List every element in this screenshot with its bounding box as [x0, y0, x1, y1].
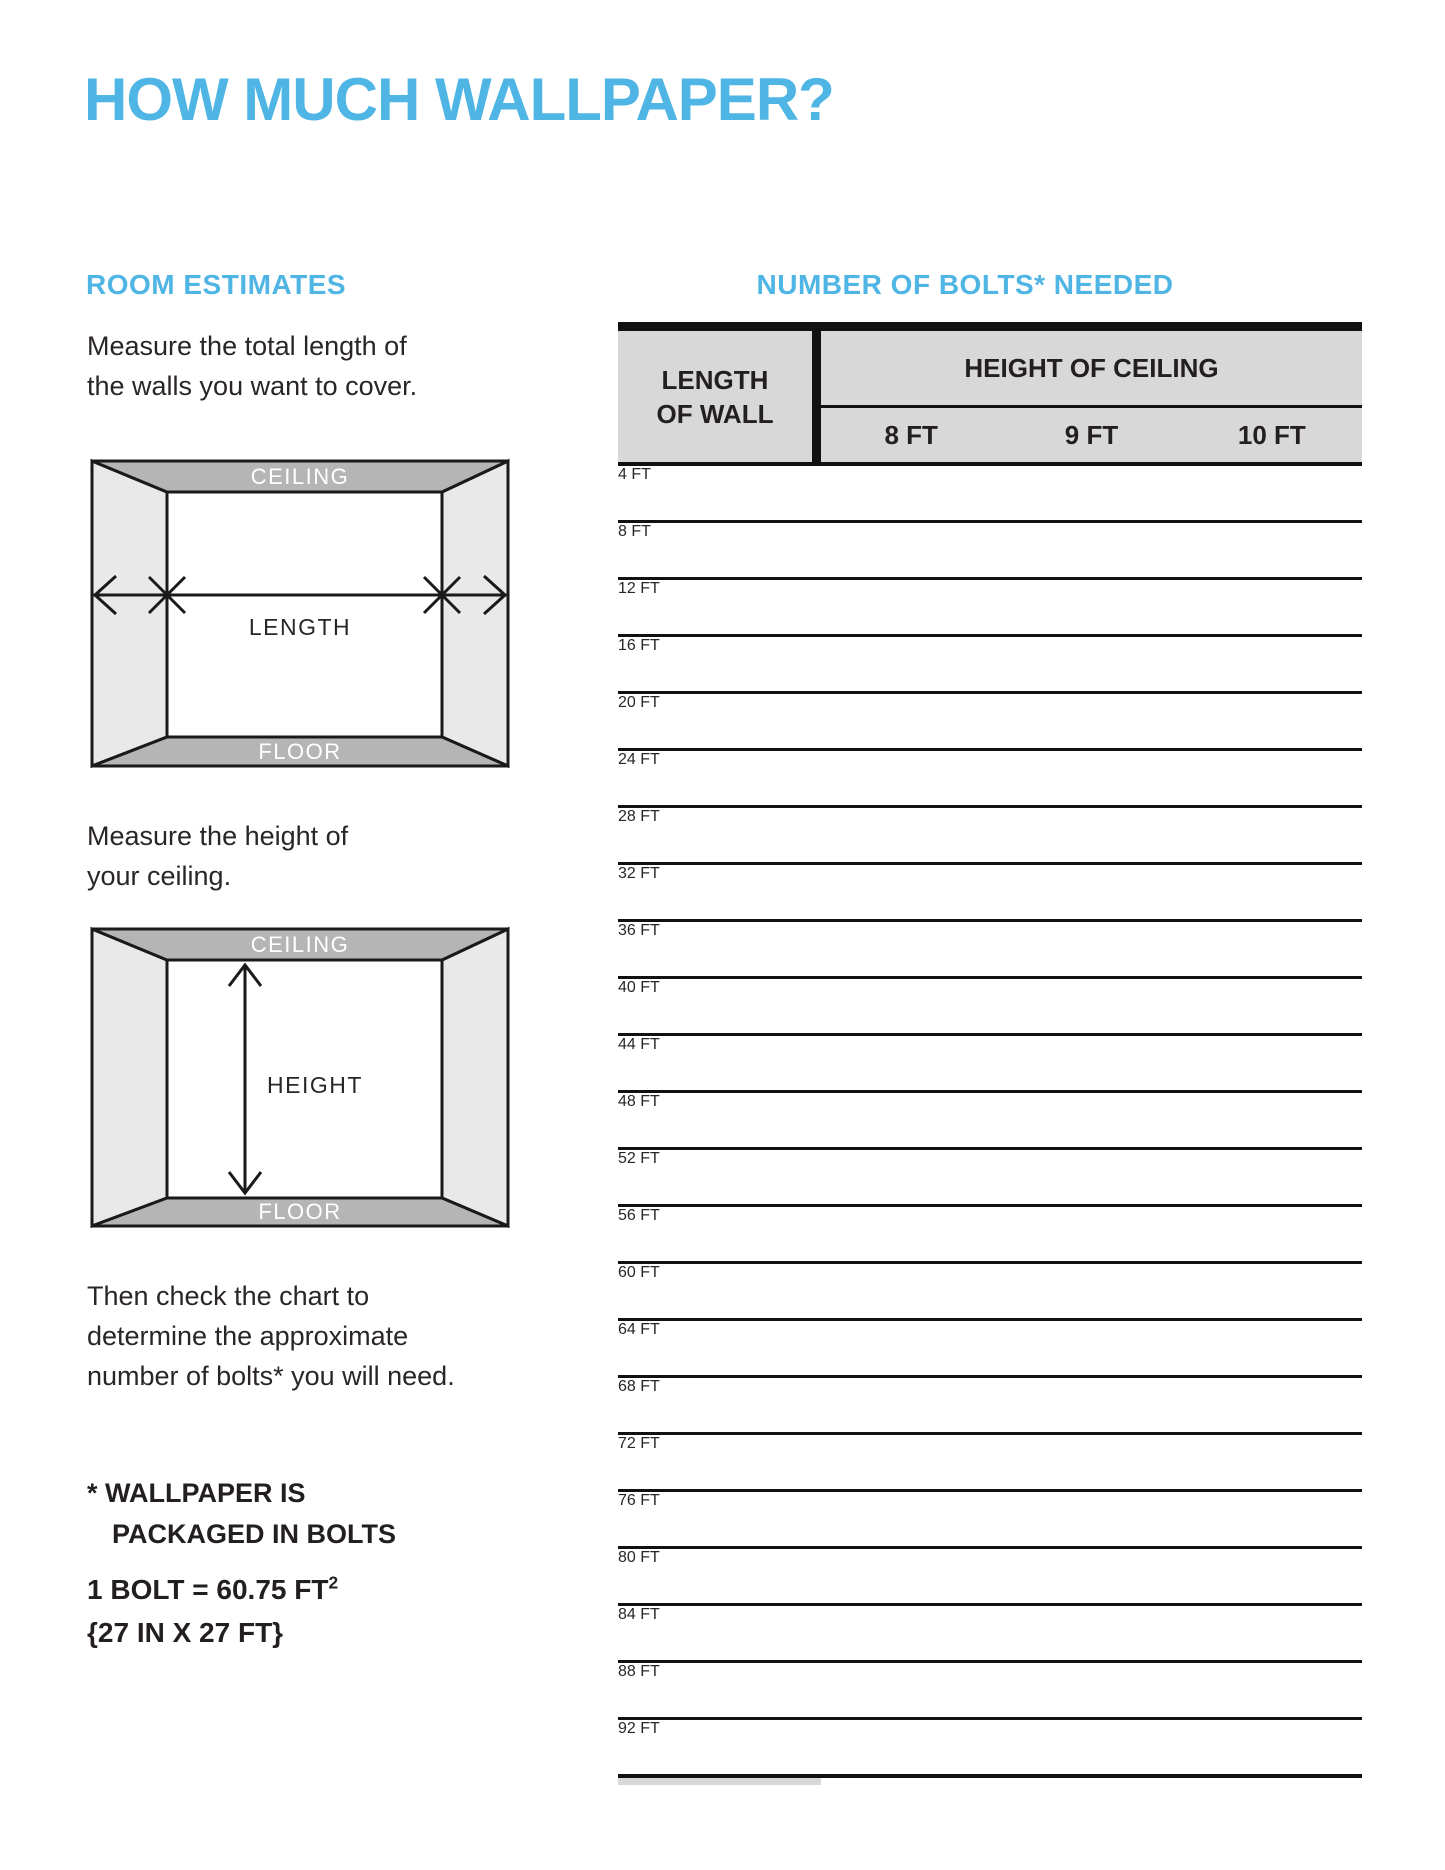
- table-row: 40 FT: [618, 976, 1362, 1033]
- right-wall-shape: [442, 929, 508, 1226]
- bolt-dimensions: {27 IN X 27 FT}: [87, 1617, 284, 1648]
- table-row: 52 FT: [618, 1147, 1362, 1204]
- instruction-check-chart: [87, 1276, 455, 1396]
- footnote-packaged: PACKAGED IN BOLTS: [112, 1519, 397, 1549]
- page-title: HOW MUCH WALLPAPER?: [84, 66, 834, 133]
- floor-label: FLOOR: [258, 1199, 342, 1224]
- bolts-needed-heading: NUMBER OF BOLTS* NEEDED: [756, 269, 1174, 300]
- table-row: 32 FT: [618, 862, 1362, 919]
- column-headers-row: [821, 408, 1362, 462]
- table-row: 20 FT: [618, 691, 1362, 748]
- ceiling-height-diagram: [86, 923, 514, 1232]
- room-estimates-heading: ROOM ESTIMATES: [86, 269, 347, 300]
- instruction-line: Measure the total length of: [87, 331, 407, 361]
- table-row: 16 FT: [618, 634, 1362, 691]
- squared-superscript: 2: [328, 1572, 339, 1593]
- column-header-8ft: 8 FT: [884, 419, 938, 450]
- bolt-equation: 1 BOLT = 60.75 FT: [87, 1574, 329, 1605]
- column-header-10ft: 10 FT: [1237, 419, 1306, 450]
- table-row: 72 FT: [618, 1432, 1362, 1489]
- table-row: 64 FT: [618, 1318, 1362, 1375]
- header-line: LENGTH: [661, 364, 769, 395]
- right-wall-shape: [442, 461, 508, 766]
- table-row: 8 FT: [618, 520, 1362, 577]
- bolt-size-info: [87, 1574, 338, 1606]
- table-row: 56 FT: [618, 1204, 1362, 1261]
- floor-label: FLOOR: [258, 739, 342, 764]
- ceiling-header-group: [821, 331, 1362, 462]
- left-column-stub: [618, 1778, 821, 1785]
- table-body: [618, 462, 1362, 1778]
- instruction-line: Then check the chart to: [87, 1281, 370, 1311]
- instruction-measure-length: [87, 326, 417, 406]
- table-row: 12 FT: [618, 577, 1362, 634]
- table-row: 48 FT: [618, 1090, 1362, 1147]
- table-header: [618, 331, 1362, 462]
- instruction-line: Measure the height of: [87, 821, 349, 851]
- table-row: 80 FT: [618, 1546, 1362, 1603]
- ceiling-label: CEILING: [250, 932, 350, 957]
- instruction-line: the walls you want to cover.: [87, 371, 418, 401]
- footnote-wallpaper: * WALLPAPER IS: [87, 1478, 306, 1508]
- instruction-line: your ceiling.: [87, 861, 232, 891]
- instruction-line: number of bolts* you will need.: [87, 1361, 455, 1391]
- table-row: 60 FT: [618, 1261, 1362, 1318]
- height-of-ceiling-header: HEIGHT OF CEILING: [821, 331, 1362, 408]
- table-row: 84 FT: [618, 1603, 1362, 1660]
- left-wall-shape: [92, 929, 167, 1226]
- table-row: 24 FT: [618, 748, 1362, 805]
- table-row: 36 FT: [618, 919, 1362, 976]
- table-top-bar: [618, 322, 1362, 331]
- instruction-measure-height: [87, 816, 348, 896]
- height-label: HEIGHT: [267, 1072, 363, 1098]
- bolts-table: [618, 322, 1362, 1785]
- table-row: 4 FT: [618, 466, 651, 483]
- column-header-9ft: 9 FT: [1064, 419, 1119, 450]
- room-length-diagram: [86, 455, 514, 772]
- length-label: LENGTH: [248, 614, 352, 640]
- header-line: OF WALL: [656, 398, 774, 429]
- table-row: 92 FT: [618, 1717, 1362, 1774]
- table-row: 44 FT: [618, 1033, 1362, 1090]
- length-of-wall-header: [618, 331, 821, 462]
- table-row: 76 FT: [618, 1489, 1362, 1546]
- table-row: 88 FT: [618, 1660, 1362, 1717]
- instruction-line: determine the approximate: [87, 1321, 409, 1351]
- table-row: 28 FT: [618, 805, 1362, 862]
- left-wall-shape: [92, 461, 167, 766]
- ceiling-label: CEILING: [250, 464, 350, 489]
- table-row: 68 FT: [618, 1375, 1362, 1432]
